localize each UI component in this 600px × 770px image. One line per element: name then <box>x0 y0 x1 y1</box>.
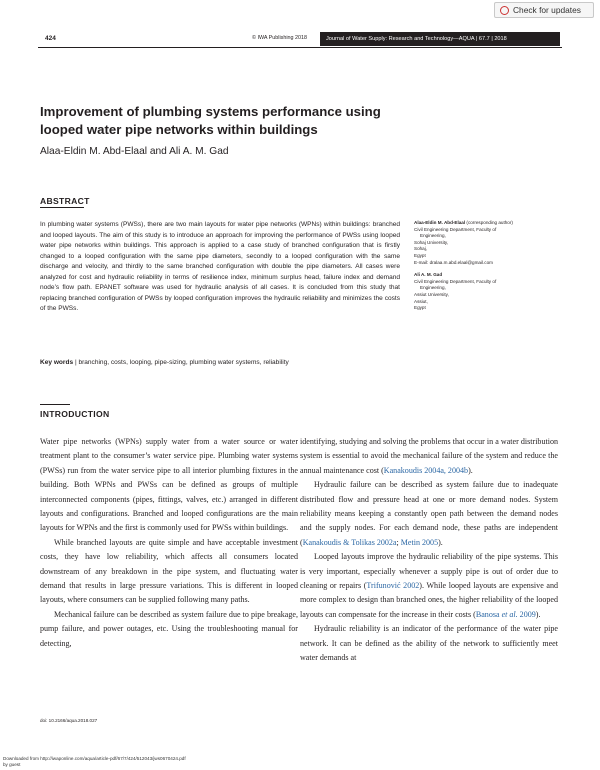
citation-link[interactable] <box>476 610 536 619</box>
check-for-updates-icon <box>500 6 509 15</box>
introduction-heading: INTRODUCTION <box>40 409 110 419</box>
affil-line: Egypt <box>414 305 426 311</box>
check-for-updates-button[interactable] <box>494 2 594 18</box>
abstract-rule <box>40 207 84 208</box>
paragraph: While branched layouts are quite simple and have acceptable investment costs, they have low reliability, which affects all consumers located downstream of any breakdown in the pipe system, and fluctuating water demand that results in large pressure variations. This is different in looped layouts, where consumers can be supplied following many paths. <box>40 537 298 605</box>
paragraph-text: ). <box>438 537 443 547</box>
keywords <box>40 359 400 366</box>
citation-link[interactable]: Metin 2005 <box>400 537 439 547</box>
intro-rule <box>40 404 70 405</box>
affil-line: Sohaj, <box>414 246 428 252</box>
paragraph: Water pipe networks (WPNs) supply water from a water source or water treatment plant to the consumer’s water service pipe. Plumbing water systems (PWSs) run from the water service pipe to all interior plumbing fixtures in the building. Both WPNs and PWSs can be defined as groups of multiple interconnected components (pipes, fittings, valves, etc.) arranged in different layouts and configurations. Branched and looped configurations are the main layouts for WPNs and the first is commonly used for PWSs within buildings. <box>40 437 298 533</box>
page-number: 424 <box>45 35 56 42</box>
title-line-1: Improvement of plumbing systems performance using <box>40 104 381 119</box>
affil-line: Egypt <box>414 252 426 258</box>
citation-text: Banosa <box>475 609 502 619</box>
paragraph-text: Hydraulic failure can be described as system failure due to inadequate distributed flow and pressure head at one or more demand nodes. System reliability means keeping a constantly open path between the demand nodes and the supply nodes. For each demand node, these paths are independent ( <box>300 480 558 547</box>
download-notice <box>3 756 186 768</box>
paragraph <box>300 478 558 550</box>
keywords-label: Key words <box>40 359 74 366</box>
journal-name: Journal of Water Supply: Research and Technology—AQUA | 67.7 | 2018 <box>326 36 507 42</box>
paragraph <box>300 435 558 478</box>
citation-text: 2009 <box>517 609 536 619</box>
author-1-name: Alaa-Eldin M. Abd-Elaal <box>414 220 466 225</box>
affiliations <box>414 220 564 312</box>
affil-line: Civil Engineering Department, Faculty of <box>414 226 497 232</box>
body-column-right <box>300 435 558 666</box>
citation-link[interactable]: Kanakoudis & Tolikas 2002a <box>302 537 397 547</box>
author-1-note: (corresponding author) <box>465 220 513 225</box>
affil-line: Engineering, <box>420 233 446 239</box>
paragraph-text: Looped layouts improve the hydraulic reliability of the pipe systems. This is very important, especially whenever a supply pipe is out of order due to cleaning or repairs ( <box>300 552 558 591</box>
download-line: by guest <box>3 762 21 767</box>
paragraph-text: identifying, studying and solving the problems that occur in a water distribution system is essential to avoid the mechanical failure of the system and reduce the annual maintenance cost ( <box>300 437 558 475</box>
abstract-heading: ABSTRACT <box>40 196 90 206</box>
title-line-2: looped water pipe networks within buildings <box>40 122 318 137</box>
paragraph: Mechanical failure can be described as system failure due to pipe breakage, pump failure, and power outages, etc. Using the troubleshooting manual for detecting, <box>40 609 298 648</box>
paragraph-text: ). While looped layouts are expensive and more complex to design than branched ones, the higher reliability of the looped layouts can compensate for the increase in their costs ( <box>300 581 559 619</box>
paragraph: Hydraulic reliability is an indicator of the performance of the water pipe network. It can be defined as the ability of the network to sufficiently meet water demands at <box>300 624 558 663</box>
abstract-text: In plumbing water systems (PWSs), there are two main layouts for water pipe networks (WPNs) within buildings: branched and looped layouts. The aim of this study is to introduce an approach for improving the performance of PWSs using looped water pipe networks within buildings. This approach is applied to a case study of branched configuration that is firstly changed to a looped configuration with the same pipe diameters, secondly to a looped configuration with the same discharge and velocity, and thirdly to the same branched configuration with double the pipe diameters. All cases were analyzed for cost and hydraulic reliability in terms of resilience index, minimum surplus head, failure index and demand node’s flow path. EPANET software was used for hydraulic analysis of all cases. It is concluded from this study that replacing branched configuration of PWSs by looped configuration improves the hydraulic reliability and minimizes the costs of the PWSs. <box>40 221 400 313</box>
header-rule <box>38 47 562 48</box>
affil-line: Engineering, <box>420 285 446 291</box>
citation-link[interactable]: Kanakoudis 2004a, 2004b <box>383 465 469 475</box>
doi[interactable]: doi: 10.2166/aqua.2018.027 <box>40 718 98 723</box>
citation-link[interactable]: Trifunović 2002 <box>366 581 420 591</box>
author-2-name: Ali A. M. Gad <box>414 272 443 278</box>
body-column-left <box>40 435 298 651</box>
paragraph-text: ; <box>396 537 401 547</box>
paragraph-text: ). <box>468 465 473 475</box>
authors: Alaa-Eldin M. Abd-Elaal and Ali A. M. Gad <box>40 146 229 157</box>
article-title <box>40 103 560 139</box>
affil-line: Sohaj University, <box>414 239 449 245</box>
check-for-updates-label: Check for updates <box>513 5 581 15</box>
paragraph-text: ). <box>535 609 541 619</box>
affil-line: Assiut, <box>414 298 428 304</box>
citation-etal: et al. <box>501 609 518 619</box>
author-1-email[interactable]: E-mail: dralaa.m.abd.elaal@gmail.com <box>414 259 493 265</box>
affil-line: Assiut University, <box>414 291 449 297</box>
copyright: © IWA Publishing 2018 <box>252 35 308 41</box>
keywords-list: | branching, costs, looping, pipe-sizing, plumbing water systems, reliability <box>74 359 289 366</box>
author-1-affiliation <box>414 220 564 266</box>
affil-line: Civil Engineering Department, Faculty of <box>414 278 497 284</box>
journal-banner <box>320 32 560 46</box>
author-2-affiliation <box>414 272 564 312</box>
download-line: Downloaded from http://iwaponline.com/aqua/article-pdf/67/7/424/512043/jws0670424.pdf <box>3 756 186 761</box>
paragraph <box>300 550 558 622</box>
